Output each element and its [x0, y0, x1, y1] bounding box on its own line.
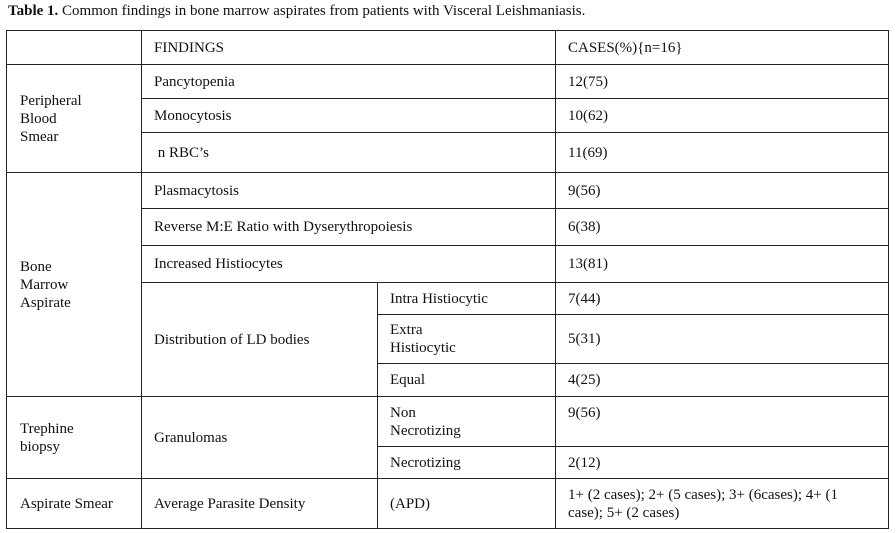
finding-cell: Increased Histiocytes — [142, 246, 556, 283]
table-row — [7, 397, 889, 447]
finding-cell: n RBC’s — [142, 133, 556, 173]
cases-cell: 9(56) — [556, 397, 889, 447]
finding-cell: Monocytosis — [142, 99, 556, 133]
finding-cell: Average Parasite Density — [142, 479, 378, 529]
subfinding-cell: Necrotizing — [378, 447, 556, 479]
cases-cell: 10(62) — [556, 99, 889, 133]
cases-cell: 5(31) — [556, 315, 889, 364]
subfinding-cell: Equal — [378, 364, 556, 397]
cases-cell: 11(69) — [556, 133, 889, 173]
cases-cell: 9(56) — [556, 173, 889, 209]
category-trephine-biopsy: Trephine biopsy — [7, 397, 142, 479]
cases-cell: 6(38) — [556, 209, 889, 246]
table-row — [7, 173, 889, 209]
cases-cell: 1+ (2 cases); 2+ (5 cases); 3+ (6cases); 4+ (1 case); 5+ (2 cases) — [556, 479, 889, 529]
table-row — [7, 65, 889, 99]
header-findings: FINDINGS — [142, 31, 556, 65]
cases-cell: 12(75) — [556, 65, 889, 99]
finding-cell: Reverse M:E Ratio with Dyserythropoiesis — [142, 209, 556, 246]
cases-cell: 2(12) — [556, 447, 889, 479]
finding-granulomas: Granulomas — [142, 397, 378, 479]
header-empty-cell — [7, 31, 142, 65]
table-header-row — [7, 31, 889, 65]
caption-label: Table 1. — [8, 3, 59, 19]
subfinding-cell: Intra Histiocytic — [378, 283, 556, 315]
cases-cell: 7(44) — [556, 283, 889, 315]
category-bone-marrow-aspirate: Bone Marrow Aspirate — [7, 173, 142, 397]
finding-cell: Pancytopenia — [142, 65, 556, 99]
finding-cell: Plasmacytosis — [142, 173, 556, 209]
cases-cell: 13(81) — [556, 246, 889, 283]
findings-table — [6, 30, 889, 529]
finding-ld-bodies: Distribution of LD bodies — [142, 283, 378, 397]
header-cases: CASES(%){n=16} — [556, 31, 889, 65]
table-row — [7, 479, 889, 529]
caption-text: Common findings in bone marrow aspirates from patients with Visceral Leishmaniasis. — [58, 3, 586, 19]
subfinding-cell: (APD) — [378, 479, 556, 529]
category-aspirate-smear: Aspirate Smear — [7, 479, 142, 529]
cases-cell: 4(25) — [556, 364, 889, 397]
subfinding-cell: Extra Histiocytic — [378, 315, 556, 364]
subfinding-cell: Non Necrotizing — [378, 397, 556, 447]
table-caption — [8, 3, 585, 20]
category-peripheral-blood-smear: Peripheral Blood Smear — [7, 65, 142, 173]
